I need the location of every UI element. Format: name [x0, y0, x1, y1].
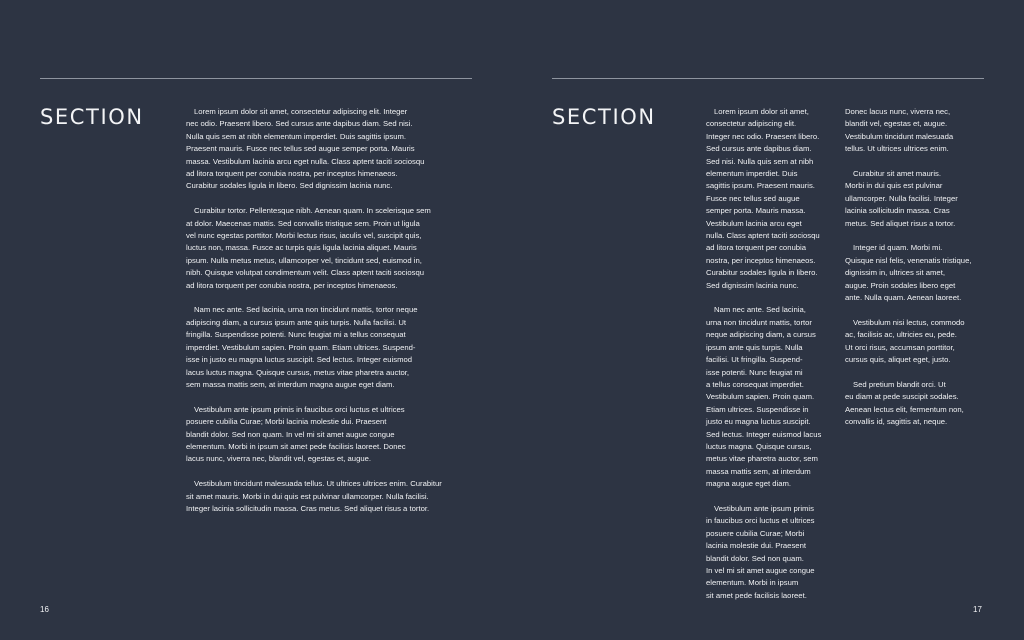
- paragraph: Integer id quam. Morbi mi. Quisque nisl felis, venenatis tristique, dignissim in, ultrices sit amet, augue. Proin sodales libero eget ante. Nulla quam. Aenean laoreet.: [845, 243, 972, 303]
- section-heading: SECTION: [40, 105, 144, 129]
- paragraph: Curabitur sit amet mauris. Morbi in dui quis est pulvinar ullamcorper. Nulla facilisi. Integer lacinia sollicitudin massa. Cras metus. Sed aliquet risus a tortor.: [845, 169, 958, 228]
- top-rule: [40, 78, 472, 79]
- body-text-column-1: [706, 106, 834, 615]
- body-text-column-2: [845, 106, 983, 441]
- body-text-column: [186, 106, 476, 528]
- page-number: 16: [40, 605, 49, 614]
- paragraph: Nam nec ante. Sed lacinia, urna non tincidunt mattis, tortor neque adipiscing diam, a cursus ipsum ante quis turpis. Nulla facilisi. Ut fringilla. Suspendisse potenti. Nunc feugiat mi a tellus consequat imperdiet. Vestibulum sapien. Proin quam. Etiam ultrices. Suspend- isse in justo eu magna luctus suscipit. Sed lectus. Integer euismod lacus luctus magna. Quisque cursus, metus vitae pharetra auctor, sem massa mattis sem, at interdum magna augue eget diam.: [186, 305, 418, 389]
- paragraph: Sed pretium blandit orci. Ut eu diam at pede suscipit sodales. Aenean lectus elit, fermentum non, convallis id, sagittis at, neque.: [845, 379, 964, 427]
- paragraph: Vestibulum nisi lectus, commodo ac, facilisis ac, ultricies eu, pede. Ut orci risus, accumsan porttitor, cursus quis, aliquet eget, justo.: [845, 317, 965, 365]
- paragraph: Vestibulum ante ipsum primis in faucibus orci luctus et ultrices posuere cubilia Curae; Morbi lacinia molestie dui. Praesent blandit dolor. Sed non quam. In vel mi sit amet augue congue elementum. Morbi in ipsum sit amet pede facilisis laoreet.: [706, 503, 815, 600]
- right-page: [512, 0, 1024, 640]
- paragraph: Vestibulum ante ipsum primis in faucibus orci luctus et ultrices posuere cubilia Curae; Morbi lacinia molestie dui. Praesent blandit dolor. Sed non quam. In vel mi sit amet augue congue elementum. Morbi in ipsum sit amet pede facilisis laoreet. Donec lacus nunc, viverra nec, blandit vel, egestas et, augue.: [186, 404, 406, 464]
- page-number: 17: [973, 605, 982, 614]
- paragraph: Lorem ipsum dolor sit amet, consectetur adipiscing elit. Integer nec odio. Praesent libero. Sed cursus ante dapibus diam. Sed nisi. Nulla quis sem at nibh elementum imperdiet. Duis sagittis ipsum. Praesent mauris. Fusce nec tellus sed augue semper porta. Mauris massa. Vestibulum lacinia arcu eget nulla. Class aptent taciti sociosqu ad litora torquent per conubia nostra, per inceptos himenaeos. Curabitur sodales ligula in libero. Sed dignissim lacinia nunc.: [706, 107, 820, 290]
- paragraph: Curabitur tortor. Pellentesque nibh. Aenean quam. In scelerisque sem at dolor. Maecenas mattis. Sed convallis tristique sem. Proin ut ligula vel nunc egestas porttitor. Morbi lectus risus, iaculis vel, suscipit quis, luctus non, massa. Fusce ac turpis quis ligula lacinia aliquet. Mauris ipsum. Nulla metus metus, ullamcorper vel, tincidunt sed, euismod in, nibh. Quisque volutpat condimentum velit. Class aptent taciti sociosqu ad litora torquent per conubia nostra, per inceptos himenaeos.: [186, 206, 431, 290]
- paragraph: Vestibulum tincidunt malesuada tellus. Ut ultrices ultrices enim. Curabitur sit amet mauris. Morbi in dui quis est pulvinar ullamcorper. Nulla facilisi. Integer lacinia sollicitudin massa. Cras metus. Sed aliquet risus a tortor.: [186, 479, 442, 513]
- paragraph: Donec lacus nunc, viverra nec, blandit vel, egestas et, augue. Vestibulum tincidunt malesuada tellus. Ut ultrices ultrices enim.: [845, 107, 954, 154]
- paragraph: Nam nec ante. Sed lacinia, urna non tincidunt mattis, tortor neque adipiscing diam, a cursus ipsum ante quis turpis. Nulla facilisi. Ut fringilla. Suspend- isse potenti. Nunc feugiat mi a tellus consequat imperdiet. Vestibulum sapien. Proin quam. Etiam ultrices. Suspendisse in justo eu magna luctus suscipit. Sed lectus. Integer euismod lacus luctus magna. Quisque cursus, metus vitae pharetra auctor, sem massa mattis sem, at interdum magna augue eget diam.: [706, 305, 822, 489]
- paragraph: Lorem ipsum dolor sit amet, consectetur adipiscing elit. Integer nec odio. Praesent libero. Sed cursus ante dapibus diam. Sed nisi. Nulla quis sem at nibh elementum imperdiet. Duis sagittis ipsum. Praesent mauris. Fusce nec tellus sed augue semper porta. Mauris massa. Vestibulum lacinia arcu eget nulla. Class aptent taciti sociosqu ad litora torquent per conubia nostra, per inceptos himenaeos. Curabitur sodales ligula in libero. Sed dignissim lacinia nunc.: [186, 107, 425, 191]
- top-rule: [552, 78, 984, 79]
- section-heading: SECTION: [552, 105, 656, 129]
